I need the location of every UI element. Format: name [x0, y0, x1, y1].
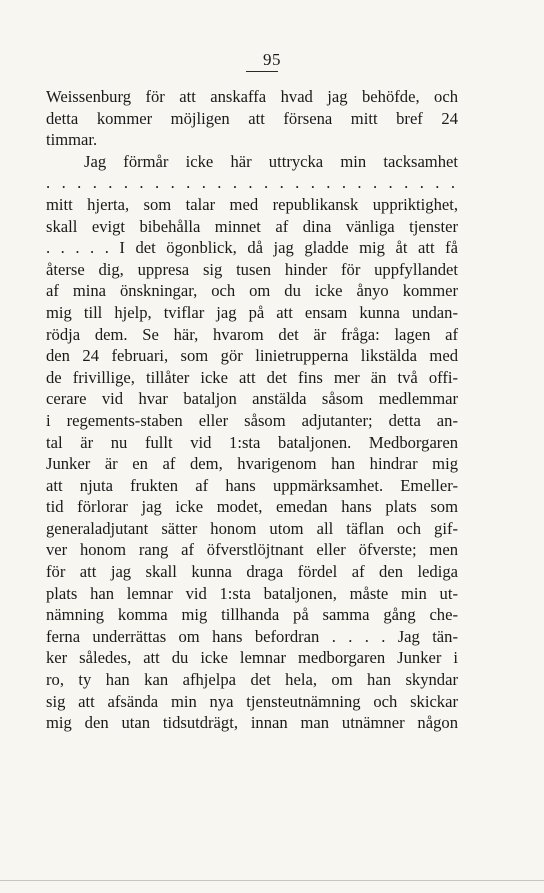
text-line: detta kommer möjligen att försena mitt bref 24: [46, 108, 458, 128]
text-line: Jag förmår icke här uttrycka min tacksamhet: [84, 151, 458, 171]
header-rule: [246, 71, 278, 72]
text-line: för att jag skall kunna draga fördel af den lediga: [46, 562, 458, 582]
text-line: timmar.: [46, 130, 98, 150]
text-line: tid förlorar jag icke modet, emedan hans plats som: [46, 497, 458, 517]
text-line: sig att afsända min nya tjensteutnämning och skickar: [46, 691, 458, 711]
text-line: cerare vid hvar bataljon anstälda såsom medlemmar: [46, 389, 458, 409]
text-line: plats han lemnar vid 1:sta bataljonen, måste min ut-: [46, 583, 458, 603]
text-line: de frivillige, tillåter icke att det fins mer än två offi-: [46, 367, 458, 387]
ellipsis-line: . . . . . . . . . . . . . . . . . . . . . . . . . . .: [46, 173, 458, 193]
text-line: mig den utan tidsutdrägt, innan man utnämner någon: [46, 713, 458, 733]
text-line: mig till hjelp, tviflar jag på att ensam kunna undan-: [46, 302, 458, 322]
text-line: återse dig, uppresa sig tusen hinder för uppfyllandet: [46, 259, 458, 279]
text-line: Weissenburg för att anskaffa hvad jag behöfde, och: [46, 87, 458, 106]
text-line: mitt hjerta, som talar med republikansk uppriktighet,: [46, 194, 458, 214]
page-bottom-edge: [0, 880, 544, 881]
text-line: Junker är en af dem, hvarigenom han hindrar mig: [46, 454, 458, 474]
text-line: den 24 februari, som gör linietrupperna likstälda med: [46, 346, 458, 366]
text-line: ker således, att du icke lemnar medborgaren Junker i: [46, 648, 458, 668]
page-number: 95: [263, 50, 281, 69]
text-line: ferna underrättas om hans befordran . . . . Jag tän-: [46, 626, 458, 646]
text-line: tal är nu fullt vid 1:sta bataljonen. Medborgaren: [46, 432, 458, 452]
text-line: skall evigt bibehålla minnet af dina vänliga tjenster: [46, 216, 458, 236]
text-line: rödja dem. Se här, hvarom det är fråga: lagen af: [46, 324, 458, 344]
body-text: [46, 86, 458, 734]
text-line: generaladjutant sätter honom utom all täflan och gif-: [46, 518, 458, 538]
text-line: . . . . . I det ögonblick, då jag gladde mig åt att få: [46, 238, 458, 258]
text-line: af mina önskningar, och om du icke ånyo kommer: [46, 281, 458, 301]
text-line: nämning komma mig tillhanda på samma gång che-: [46, 605, 458, 625]
text-line: ro, ty han kan afhjelpa det hela, om han skyndar: [46, 670, 458, 690]
text-line: att njuta frukten af hans uppmärksamhet. Emeller-: [46, 475, 458, 495]
text-line: i regements-staben eller såsom adjutanter; detta an-: [46, 410, 458, 430]
text-line: ver honom rang af öfverstlöjtnant eller öfverste; men: [46, 540, 458, 560]
